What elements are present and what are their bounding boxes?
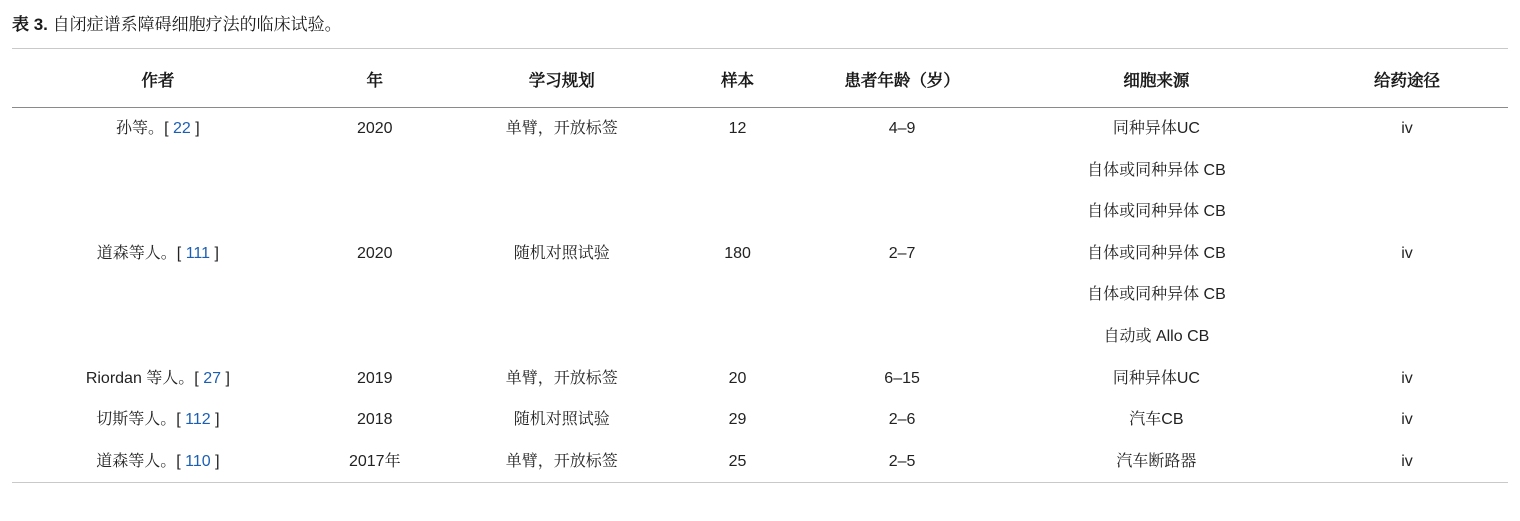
cell-author xyxy=(12,441,304,483)
cell-study-design xyxy=(446,316,678,358)
table xyxy=(12,49,1508,482)
column-header-study-design: 学习规划 xyxy=(446,49,678,108)
table-row xyxy=(12,399,1508,441)
cell-study-design xyxy=(446,150,678,192)
author-name: 道森等人。 xyxy=(96,452,177,470)
cell-cell-source: 汽车断路器 xyxy=(1116,452,1197,470)
cell-route: iv xyxy=(1401,120,1413,138)
table-header xyxy=(12,49,1508,108)
cell-author xyxy=(12,191,304,233)
cell-age xyxy=(797,316,1006,358)
author-reference: [ 111 ] xyxy=(176,244,219,262)
cell-sample xyxy=(678,274,798,316)
cell-age xyxy=(797,191,1006,233)
cell-route: iv xyxy=(1401,244,1413,262)
cell-cell-source: 自体或同种异体 CB xyxy=(1087,161,1226,179)
cell-year: 2020 xyxy=(356,120,393,138)
cell-author xyxy=(12,274,304,316)
cell-cell-source: 自动或 Allo CB xyxy=(1103,328,1210,346)
cell-cell-source: 自体或同种异体 CB xyxy=(1087,286,1226,304)
cell-cell-source: 同种异体UC xyxy=(1112,369,1200,387)
cell-age: 2–5 xyxy=(888,452,916,470)
cell-route xyxy=(1306,150,1508,192)
cell-cell-source: 自体或同种异体 CB xyxy=(1087,203,1226,221)
cell-age: 6–15 xyxy=(884,369,920,387)
cell-author xyxy=(12,358,304,400)
cell-year xyxy=(304,191,446,233)
cell-study-design: 单臂，开放标签 xyxy=(505,369,618,387)
cell-age: 2–6 xyxy=(888,411,916,429)
cell-year xyxy=(304,316,446,358)
cell-route xyxy=(1306,316,1508,358)
cell-author xyxy=(12,233,304,275)
table-row xyxy=(12,150,1508,192)
cell-study-design: 随机对照试验 xyxy=(513,244,610,262)
author-reference: [ 110 ] xyxy=(176,452,220,470)
cell-route: iv xyxy=(1401,411,1413,429)
cell-author xyxy=(12,399,304,441)
cell-route xyxy=(1306,191,1508,233)
cell-cell-source: 同种异体UC xyxy=(1112,120,1200,138)
cell-sample xyxy=(678,150,798,192)
caption-label: 表 3. xyxy=(12,15,48,34)
column-header-route: 给药途径 xyxy=(1306,49,1508,108)
cell-sample: 25 xyxy=(728,452,747,470)
cell-age: 2–7 xyxy=(888,244,916,262)
cell-year: 2018 xyxy=(356,411,393,429)
author-name: 孙等。 xyxy=(116,120,165,138)
column-header-author: 作者 xyxy=(12,49,304,108)
author-reference: [ 27 ] xyxy=(194,369,230,387)
cell-age: 4–9 xyxy=(888,120,916,138)
cell-sample: 29 xyxy=(728,411,747,429)
cell-route xyxy=(1306,274,1508,316)
cell-age xyxy=(797,150,1006,192)
table-caption xyxy=(0,0,1520,48)
cell-study-design: 单臂，开放标签 xyxy=(505,120,618,138)
clinical-trials-table xyxy=(12,48,1508,483)
cell-route: iv xyxy=(1401,369,1413,387)
cell-sample xyxy=(678,316,798,358)
table-body xyxy=(12,108,1508,483)
table-row xyxy=(12,233,1508,275)
cell-sample: 12 xyxy=(728,120,747,138)
author-reference: [ 22 ] xyxy=(164,120,200,138)
author-name: Riordan 等人。 xyxy=(85,369,195,387)
table-row xyxy=(12,441,1508,483)
cell-study-design: 随机对照试验 xyxy=(513,411,610,429)
cell-sample: 20 xyxy=(728,369,747,387)
cell-year: 2019 xyxy=(356,369,393,387)
table-row xyxy=(12,108,1508,150)
cell-year xyxy=(304,150,446,192)
column-header-cell-source: 细胞来源 xyxy=(1007,49,1306,108)
author-name: 道森等人。 xyxy=(96,244,177,262)
caption-text: 自闭症谱系障碍细胞疗法的临床试验。 xyxy=(47,15,342,34)
cell-author xyxy=(12,316,304,358)
column-header-sample: 样本 xyxy=(678,49,798,108)
header-row xyxy=(12,49,1508,108)
cell-cell-source: 汽车CB xyxy=(1129,411,1184,429)
table-row xyxy=(12,358,1508,400)
cell-age xyxy=(797,274,1006,316)
cell-author xyxy=(12,108,304,150)
cell-year: 2017年 xyxy=(348,452,401,470)
table-row xyxy=(12,274,1508,316)
table-row xyxy=(12,316,1508,358)
author-reference: [ 112 ] xyxy=(176,411,220,429)
cell-year: 2020 xyxy=(356,244,393,262)
cell-sample: 180 xyxy=(724,244,751,262)
cell-study-design xyxy=(446,191,678,233)
column-header-patient-age: 患者年龄（岁） xyxy=(797,49,1006,108)
cell-author xyxy=(12,150,304,192)
cell-study-design: 单臂，开放标签 xyxy=(505,452,618,470)
cell-route: iv xyxy=(1401,452,1413,470)
cell-year xyxy=(304,274,446,316)
column-header-year: 年 xyxy=(304,49,446,108)
cell-cell-source: 自体或同种异体 CB xyxy=(1087,244,1226,262)
author-name: 切斯等人。 xyxy=(96,411,177,429)
cell-sample xyxy=(678,191,798,233)
cell-study-design xyxy=(446,274,678,316)
table-row xyxy=(12,191,1508,233)
